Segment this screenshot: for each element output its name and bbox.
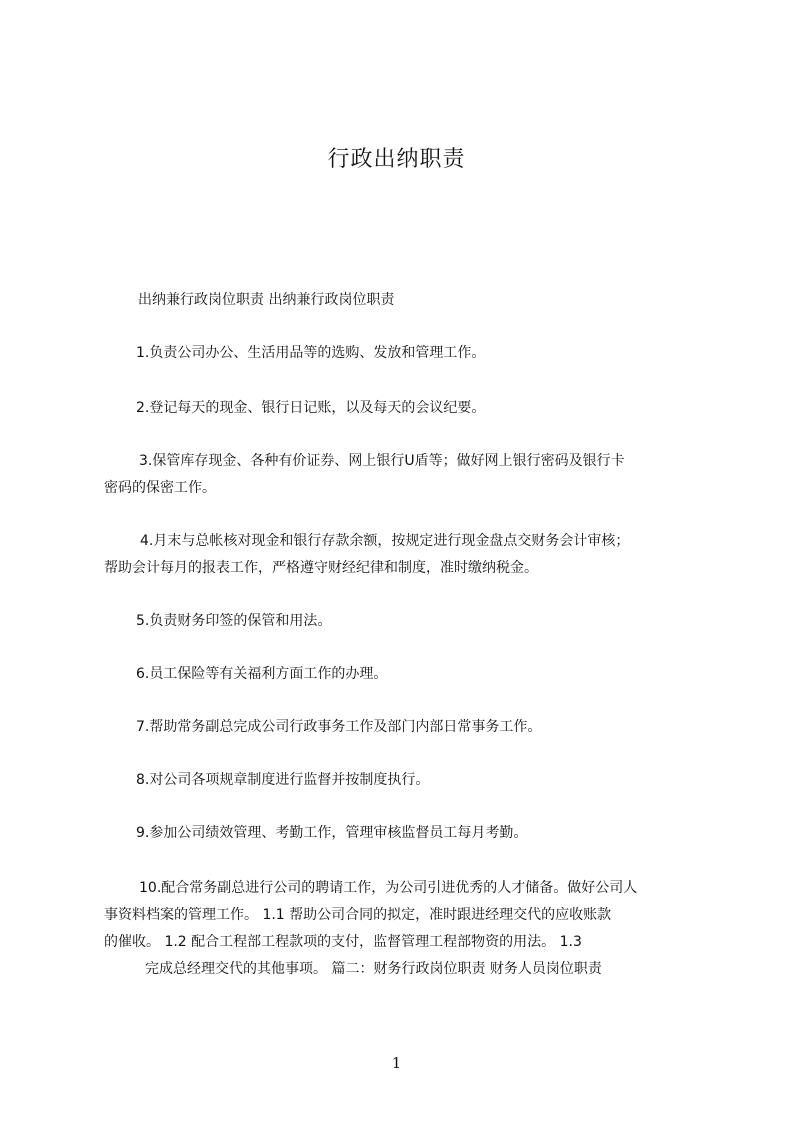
- list-item-5: 5.负责财务印签的保管和用法。: [136, 613, 332, 629]
- list-item-9: 9.参加公司绩效管理、考勤工作，管理审核监督员工每月考勤。: [136, 825, 528, 841]
- list-item-4-line-1: 4.月末与总帐核对现金和银行存款余额，按规定进行现金盘点交财务会计审核；: [140, 533, 630, 549]
- list-item-10-line-4: 完成总经理交代的其他事项。 篇二：财务行政岗位职责 财务人员岗位职责: [145, 961, 602, 977]
- list-item-10-line-1: 10.配合常务副总进行公司的聘请工作，为公司引进优秀的人才储备。做好公司人: [139, 880, 638, 896]
- list-item-3-line-1: 3.保管库存现金、各种有价证券、网上银行U盾等；做好网上银行密码及银行卡: [139, 453, 625, 469]
- list-item-1: 1.负责公司办公、生活用品等的选购、发放和管理工作。: [136, 345, 486, 361]
- list-item-10-line-2: 事资料档案的管理工作。 1.1 帮助公司合同的拟定，准时跟进经理交代的应收账款: [104, 907, 612, 923]
- list-item-7: 7.帮助常务副总完成公司行政事务工作及部门内部日常事务工作。: [136, 719, 542, 735]
- list-item-4-line-2: 帮助会计每月的报表工作，严格遵守财经纪律和制度，准时缴纳税金。: [104, 560, 538, 576]
- list-item-2: 2.登记每天的现金、银行日记账，以及每天的会议纪要。: [136, 400, 486, 416]
- list-item-3-line-2: 密码的保密工作。: [104, 480, 216, 496]
- document-title: 行政出纳职责: [327, 147, 466, 172]
- list-item-10-line-3: 的催收。 1.2 配合工程部工程款项的支付，监督管理工程部物资的用法。 1.3: [104, 934, 582, 950]
- page-number: 1: [391, 1054, 402, 1072]
- list-item-6: 6.员工保险等有关福利方面工作的办理。: [136, 666, 388, 682]
- list-item-8: 8.对公司各项规章制度进行监督并按制度执行。: [136, 772, 430, 788]
- document-subtitle: 出纳兼行政岗位职责 出纳兼行政岗位职责: [138, 292, 395, 308]
